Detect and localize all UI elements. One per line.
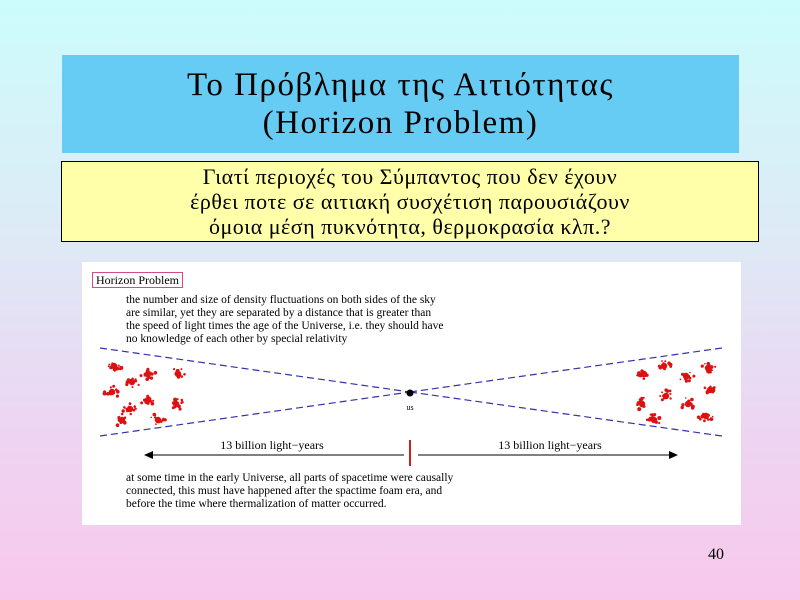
fluctuation-speck — [685, 397, 687, 399]
fluctuation-speck — [177, 405, 181, 409]
fluctuation-speck — [681, 403, 684, 406]
fluctuation-speck — [149, 398, 152, 401]
fluctuation-speck — [152, 400, 154, 402]
observer-label: us — [406, 403, 414, 412]
fluctuation-speck — [148, 403, 150, 405]
distance-label-left: 13 billion light−years — [220, 438, 324, 452]
right-fluctuation-cluster — [636, 360, 716, 424]
fluctuation-speck — [138, 384, 140, 386]
fluctuation-speck — [114, 368, 117, 371]
fluctuation-speck — [144, 373, 148, 377]
fluctuation-speck — [109, 366, 112, 369]
question-line-2: έρθει ποτε σε αιτιακή συσχέτιση παρουσιάζουν — [190, 189, 630, 214]
fluctuation-speck — [680, 379, 682, 381]
fluctuation-speck — [697, 416, 700, 419]
fluctuation-speck — [638, 373, 640, 375]
fluctuation-speck — [708, 415, 710, 417]
fluctuation-speck — [669, 393, 671, 395]
top-text-line: are similar, yet they are separated by a distance that is greater than — [126, 307, 432, 319]
fluctuation-speck — [661, 398, 664, 401]
bottom-text-line: at some time in the early Universe, all parts of spacetime were causally — [126, 472, 454, 484]
fluctuation-speck — [681, 373, 684, 376]
fluctuation-speck — [183, 373, 186, 376]
fluctuation-speck — [688, 401, 690, 403]
fluctuation-speck — [135, 380, 138, 383]
fluctuation-speck — [103, 392, 107, 396]
fluctuation-speck — [116, 390, 120, 394]
fluctuation-speck — [640, 369, 643, 372]
fluctuation-speck — [704, 387, 707, 390]
fluctuation-speck — [123, 406, 126, 409]
fluctuation-speck — [154, 416, 156, 418]
fluctuation-speck — [712, 388, 714, 390]
fluctuation-speck — [121, 413, 124, 416]
fluctuation-speck — [690, 398, 694, 402]
fluctuation-speck — [112, 385, 115, 388]
fluctuation-speck — [651, 413, 654, 416]
fluctuation-speck — [663, 395, 665, 397]
fluctuation-speck — [643, 377, 646, 380]
fluctuation-speck — [710, 417, 714, 421]
fluctuation-speck — [691, 407, 694, 410]
fluctuation-speck — [689, 377, 691, 379]
fluctuation-speck — [106, 392, 109, 395]
fluctuation-speck — [124, 417, 126, 419]
fluctuation-speck — [714, 366, 716, 368]
fluctuation-speck — [666, 397, 668, 399]
fluctuation-speck — [709, 386, 711, 388]
slide-title-english: (Horizon Problem) — [262, 105, 539, 141]
fluctuation-speck — [110, 392, 113, 395]
fluctuation-speck — [108, 365, 110, 367]
fluctuation-speck — [180, 368, 182, 370]
fluctuation-speck — [123, 421, 127, 425]
fluctuation-speck — [692, 375, 695, 378]
fluctuation-speck — [690, 403, 693, 406]
fluctuation-speck — [643, 397, 645, 399]
fluctuation-speck — [687, 375, 689, 377]
fluctuation-speck — [708, 364, 711, 367]
fluctuation-speck — [685, 380, 688, 383]
fluctuation-speck — [640, 397, 643, 400]
fluctuation-speck — [664, 360, 666, 362]
fluctuation-speck — [172, 406, 175, 409]
fluctuation-speck — [689, 372, 691, 374]
fluctuation-speck — [140, 374, 143, 377]
fluctuation-speck — [116, 423, 120, 427]
fluctuation-speck — [119, 416, 121, 418]
fluctuation-speck — [704, 363, 706, 365]
fluctuation-speck — [643, 402, 645, 404]
fluctuation-speck — [151, 402, 155, 406]
fluctuation-speck — [181, 399, 184, 402]
fluctuation-speck — [125, 408, 127, 410]
fluctuation-speck — [655, 421, 658, 424]
figure-bottom-text — [126, 472, 726, 511]
fluctuation-speck — [155, 423, 157, 425]
fluctuation-speck — [150, 372, 152, 374]
fluctuation-speck — [713, 391, 715, 393]
fluctuation-speck — [162, 418, 164, 420]
fluctuation-speck — [126, 409, 129, 412]
slide-title-greek: Το Πρόβλημα της Αιτιότητας — [187, 67, 614, 103]
fluctuation-speck — [707, 418, 710, 421]
fluctuation-speck — [681, 406, 684, 409]
left-fluctuation-cluster — [103, 362, 186, 427]
fluctuation-speck — [140, 401, 143, 404]
fluctuation-speck — [664, 388, 667, 391]
fluctuation-speck — [663, 368, 666, 371]
fluctuation-speck — [173, 368, 175, 370]
fluctuation-speck — [646, 419, 649, 422]
distance-arrow-right-head — [669, 451, 678, 459]
bottom-text-line: connected, this must have happened after the spactime foam era, and — [126, 485, 443, 497]
fluctuation-speck — [646, 375, 648, 377]
fluctuation-speck — [133, 405, 136, 408]
fluctuation-speck — [657, 416, 661, 420]
fluctuation-speck — [111, 362, 113, 364]
fluctuation-speck — [150, 377, 153, 380]
page-number: 40 — [708, 546, 724, 563]
fluctuation-speck — [176, 369, 180, 373]
fluctuation-speck — [146, 369, 150, 373]
slide-title-box — [62, 55, 739, 153]
fluctuation-speck — [118, 417, 121, 420]
fluctuation-speck — [122, 409, 125, 412]
figure-top-text — [126, 294, 726, 346]
top-text-line: the number and size of density fluctuations on both sides of the sky — [126, 294, 436, 306]
fluctuation-speck — [637, 407, 641, 411]
fluctuation-speck — [710, 365, 714, 369]
fluctuation-speck — [154, 371, 158, 375]
fluctuation-speck — [661, 391, 663, 393]
fluctuation-speck — [146, 395, 149, 398]
top-text-line: the speed of light times the age of the Universe, i.e. they should have — [126, 320, 444, 332]
fluctuation-speck — [663, 362, 665, 364]
fluctuation-speck — [706, 369, 710, 373]
horizon-line-right-lower — [410, 392, 722, 436]
fluctuation-speck — [129, 379, 131, 381]
fluctuation-speck — [651, 416, 655, 420]
fluctuation-speck — [712, 416, 714, 418]
fluctuation-speck — [703, 419, 706, 422]
fluctuation-speck — [667, 362, 671, 366]
fluctuation-speck — [119, 421, 122, 424]
fluctuation-speck — [181, 375, 184, 378]
fluctuation-speck — [642, 405, 645, 408]
fluctuation-speck — [157, 421, 159, 423]
fluctuation-speck — [706, 391, 709, 394]
fluctuation-speck — [119, 366, 123, 370]
fluctuation-speck — [661, 360, 663, 362]
fluctuation-speck — [174, 399, 177, 402]
fluctuation-speck — [143, 399, 146, 402]
question-line-1: Γιατί περιοχές του Σύμπαντος που δεν έχουν — [202, 164, 618, 189]
fluctuation-speck — [127, 382, 129, 384]
observer-dot — [407, 390, 414, 397]
fluctuation-speck — [116, 395, 119, 398]
fluctuation-speck — [636, 403, 639, 406]
question-line-3: όμοια μέση πυκνότητα, θερμοκρασία κλπ.? — [209, 214, 611, 239]
fluctuation-speck — [132, 386, 134, 388]
top-text-line: no knowledge of each other by special relativity — [126, 333, 348, 345]
fluctuation-speck — [659, 395, 661, 397]
fluctuation-speck — [128, 406, 130, 408]
fluctuation-speck — [133, 409, 136, 412]
fluctuation-speck — [155, 415, 157, 417]
fluctuation-speck — [639, 399, 641, 401]
fluctuation-speck — [110, 386, 112, 388]
fluctuation-speck — [701, 365, 704, 368]
fluctuation-speck — [700, 415, 704, 419]
question-box — [61, 161, 759, 242]
fluctuation-speck — [118, 365, 120, 367]
fluctuation-speck — [150, 417, 152, 419]
fluctuation-speck — [129, 402, 132, 405]
fluctuation-speck — [108, 364, 110, 366]
fluctuation-speck — [705, 413, 707, 415]
fluctuation-speck — [113, 392, 115, 394]
fluctuation-speck — [659, 366, 662, 369]
fluctuation-speck — [669, 397, 671, 399]
distance-arrow-left-head — [144, 451, 153, 459]
fluctuation-speck — [636, 375, 638, 377]
fluctuation-speck — [180, 402, 182, 404]
horizon-line-right-upper — [410, 348, 722, 392]
fluctuation-speck — [658, 422, 660, 424]
figure-label: Horizon Problem — [92, 272, 183, 288]
fluctuation-speck — [688, 379, 691, 382]
fluctuation-speck — [172, 401, 175, 404]
fluctuation-speck — [669, 390, 672, 393]
bottom-text-line: before the time where thermalization of matter occurred. — [126, 498, 387, 510]
fluctuation-speck — [131, 378, 133, 380]
distance-label-right: 13 billion light−years — [498, 438, 602, 452]
horizon-problem-figure — [82, 262, 741, 525]
fluctuation-speck — [130, 413, 132, 415]
